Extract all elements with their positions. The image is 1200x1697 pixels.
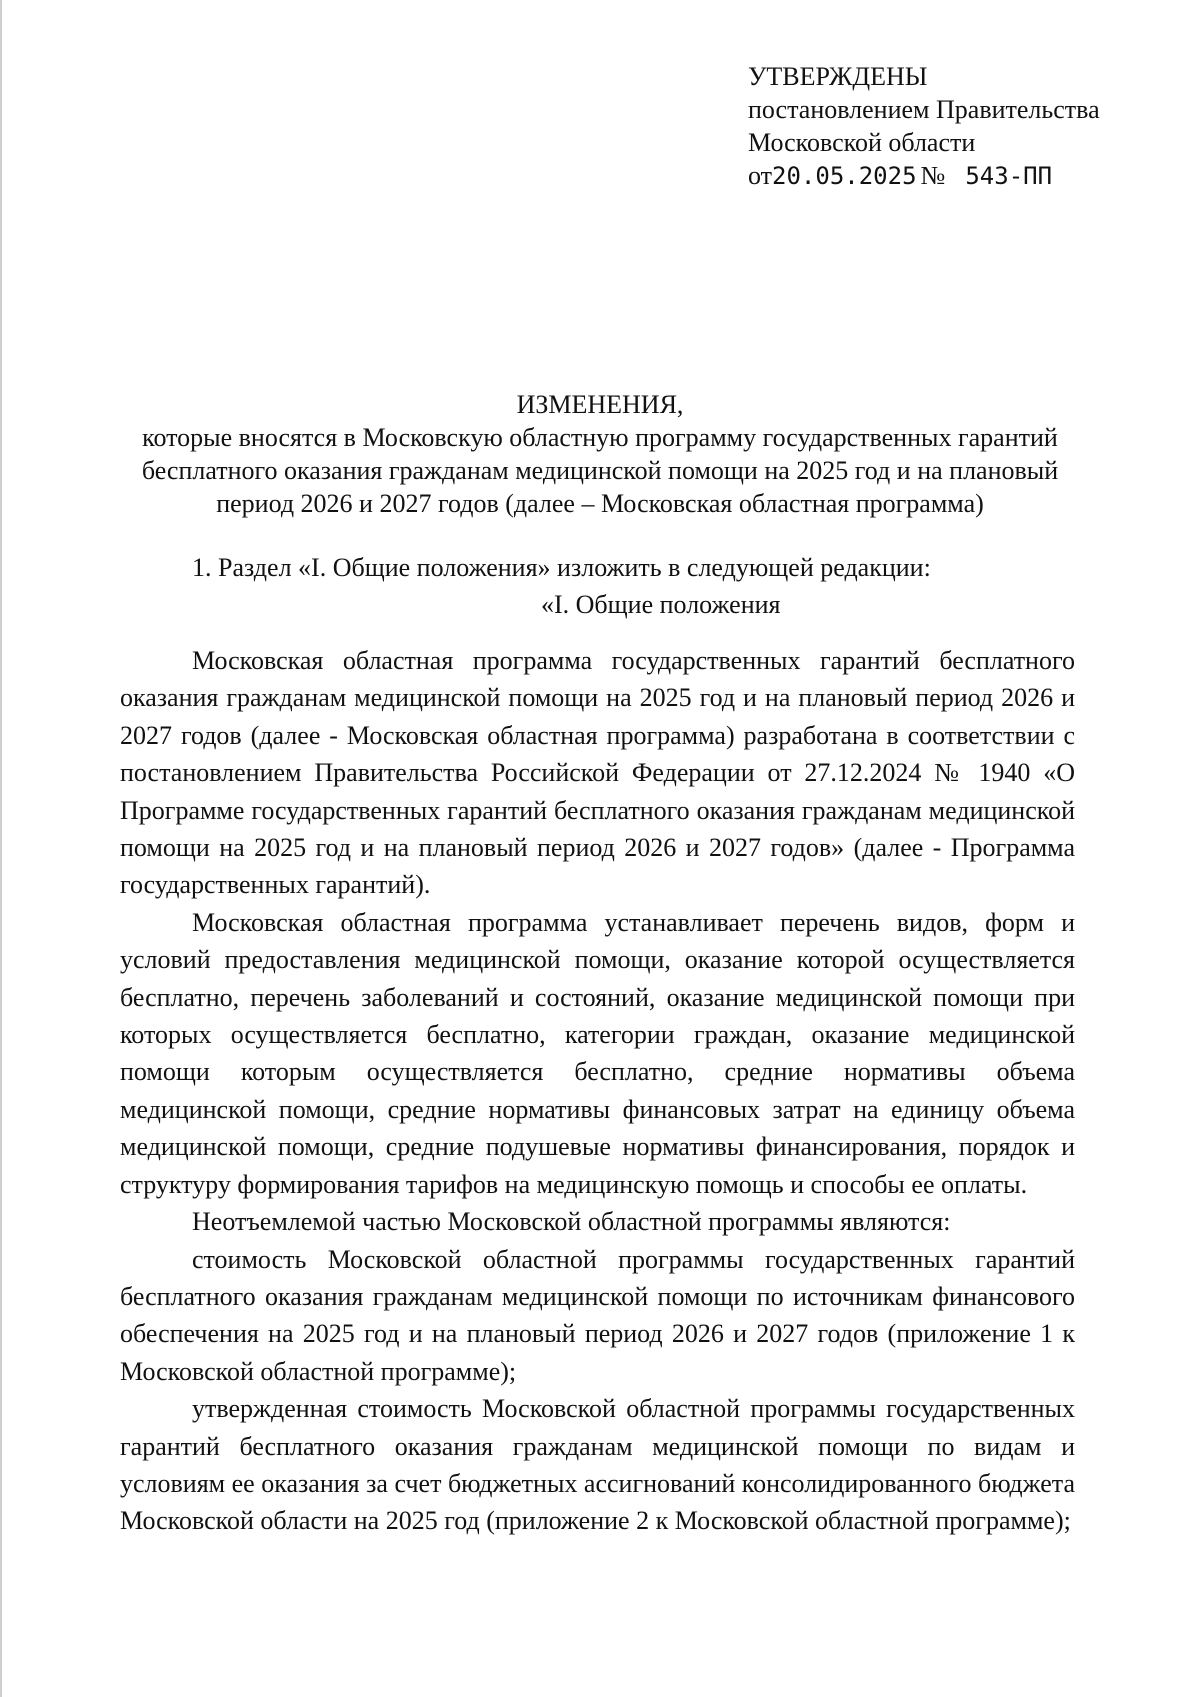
paragraph: Московская областная программа устанавливает перечень видов, форм и условий предоставления медицинской помощи, оказание которой осуществляется бесплатно, перечень заболеваний и состояний, оказание медицинской помощи при которых осуществляется бесплатно, категории граждан, оказание медицинской помощи которым осуществляется бесплатно, средние нормативы объема медицинской помощи, средние нормативы финансовых затрат на единицу объема медицинской помощи, средние подушевые нормативы финансирования, порядок и структуру формирования тарифов на медицинскую помощь и способы ее оплаты.	[120, 907, 1075, 1199]
paragraph: Московская областная программа государственных гарантий бесплатного оказания гражданам медицинской помощи на 2025 год и на плановый период 2026 и 2027 годов (далее - Московская областная программа) разработана в соответствии с постановлением Правительства Российской Федерации от 27.12.2024 № 1940 «О Программе государственных гарантий бесплатного оказания гражданам медицинской помощи на 2025 год и на плановый период 2026 и 2027 годов» (далее - Программа государственных гарантий).	[120, 646, 1075, 900]
scan-edge	[0, 0, 2, 1697]
paragraph: утвержденная стоимость Московской областной программы государственных гарантий бесплатного оказания гражданам медицинской помощи по видам и условиям ее оказания за счет бюджетных ассигнований консолидированного бюджета Московской области на 2025 год (приложение 2 к Московской областной программе);	[120, 1394, 1075, 1536]
document-title: ИЗМЕНЕНИЯ,	[516, 390, 684, 419]
paragraph: стоимость Московской областной программы государственных гарантий бесплатного оказания гражданам медицинской помощи по источникам финансового обеспечения на 2025 год и на плановый период 2026 и 2027 годов (приложение 1 к Московской областной программе);	[120, 1244, 1075, 1386]
approval-issuer-line-2: Московской области	[748, 128, 976, 157]
approval-date-prefix: от	[748, 161, 773, 190]
document-heading	[120, 388, 1080, 520]
approval-issuer-line-1: постановлением Правительства	[748, 95, 1100, 124]
approval-date-line	[748, 159, 1100, 193]
amendment-directive: 1. Раздел «I. Общие положения» изложить в следующей редакции:	[192, 553, 931, 582]
paragraph: Неотъемлемой частью Московской областной программы являются:	[192, 1207, 951, 1237]
approval-status: УТВЕРЖДЕНЫ	[748, 62, 928, 91]
approval-number: 543-ПП	[965, 162, 1053, 190]
approval-date: 20.05.2025	[772, 162, 917, 190]
document-subtitle: которые вносятся в Московскую областную программу государственных гарантий бесплатного оказания гражданам медицинской помощи на 2025 год и на плановый период 2026 и 2027 годов (далее – Московская областная программа)	[141, 423, 1059, 518]
section-heading: «I. Общие положения	[541, 590, 781, 619]
approval-number-sign: №	[920, 161, 946, 190]
body-text	[120, 642, 1075, 1540]
approval-block	[748, 60, 1100, 193]
